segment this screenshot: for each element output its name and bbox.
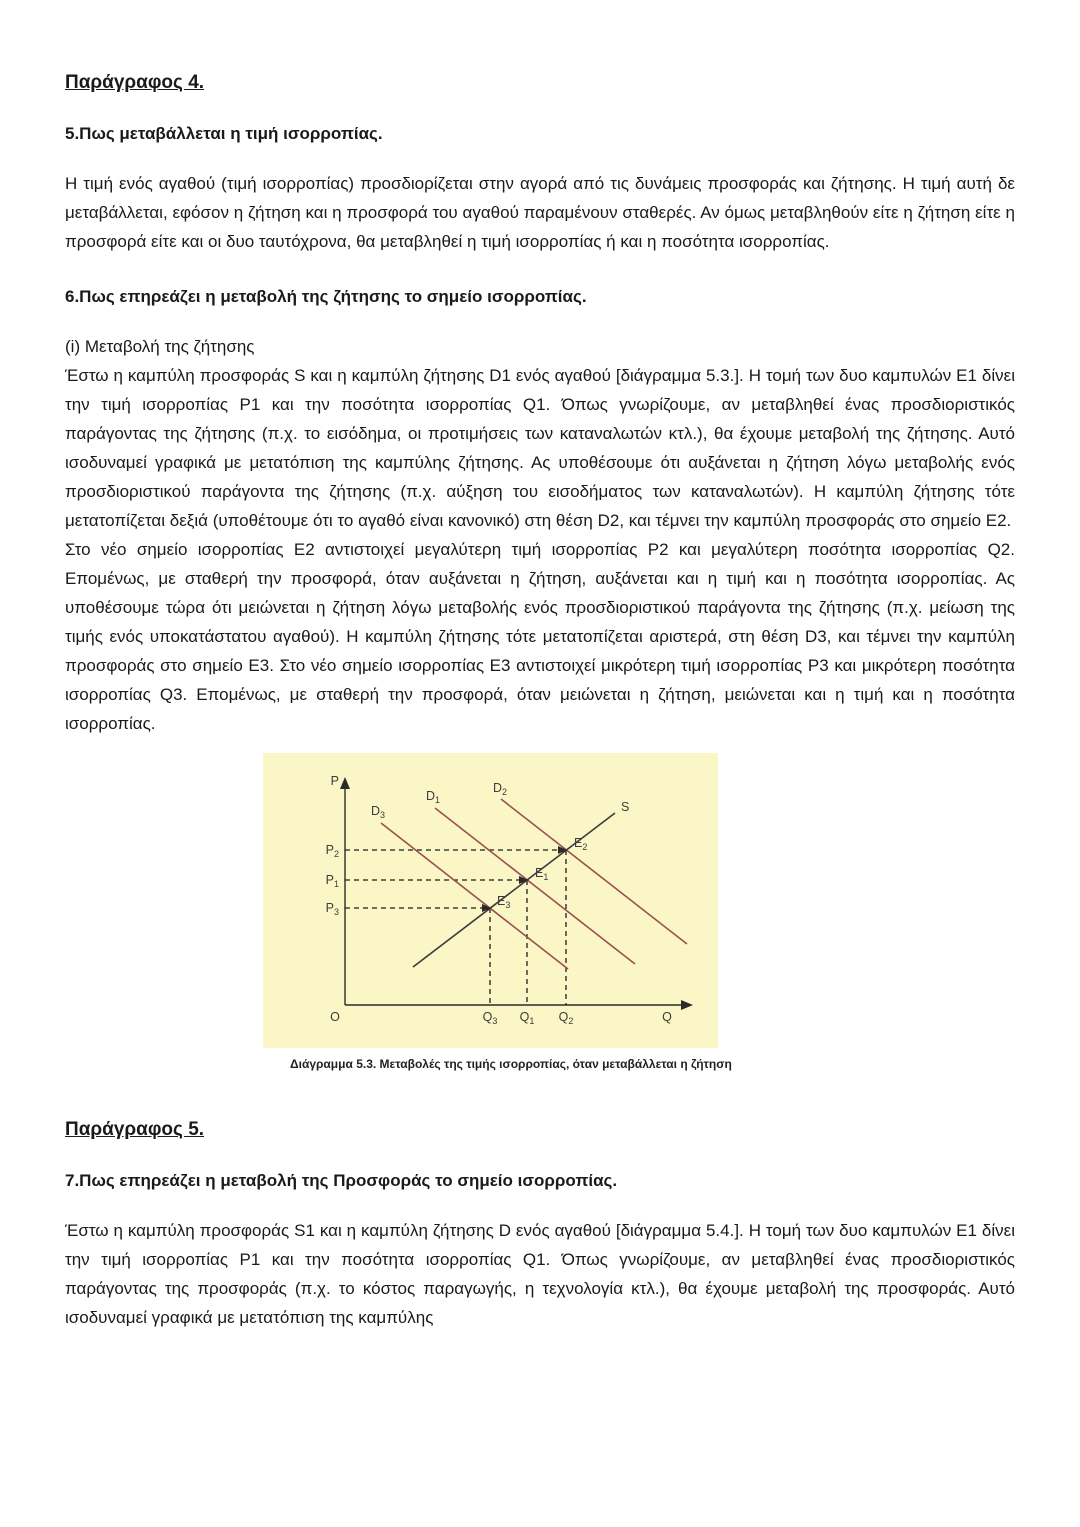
price-tick-p3: $P_3$: [325, 901, 339, 917]
quantity-tick-q1: $Q_1$: [519, 1010, 535, 1026]
quantity-tick-q3: $Q_3$: [482, 1010, 498, 1026]
origin-label: O: [330, 1010, 340, 1024]
equilibrium-diagram: [263, 753, 718, 1048]
quantity-axis-label: Q: [662, 1010, 672, 1024]
heading-question-7: 7.Πως επηρεάζει η μεταβολή της Προσφοράς το σημείο ισορροπίας.: [65, 1171, 618, 1190]
equilibrium-label-e1: $E_1$: [535, 866, 549, 882]
equilibrium-label-e3: $E_3$: [497, 894, 511, 910]
heading-question-5: 5.Πως μεταβάλλεται η τιμή ισορροπίας.: [65, 124, 383, 143]
section-title-paragraph-4: Παράγραφος 4.: [65, 72, 205, 93]
paragraph-question-5: Η τιμή ενός αγαθού (τιμή ισορροπίας) προσδιορίζεται στην αγορά από τις δυνάμεις προσφοράς και ζήτησης. Η τιμή αυτή δε μεταβάλλεται, εφόσον η ζήτηση και η προσφορά του αγαθού παραμένουν σταθερές. Αν όμως μεταβληθούν είτε η ζήτηση είτε η προσφορά είτε και οι δυο ταυτόχρονα, θα μεταβληθεί η τιμή ισορροπίας ή και η ποσότητα ισορροπίας.: [65, 174, 1015, 251]
diagram-caption: Διάγραμμα 5.3. Μεταβολές της τιμής ισορροπίας, όταν μεταβάλλεται η ζήτηση: [290, 1057, 732, 1071]
heading-question-6: 6.Πως επηρεάζει η μεταβολή της ζήτησης το σημείο ισορροπίας.: [65, 287, 587, 306]
quantity-tick-q2: $Q_2$: [558, 1010, 574, 1026]
equilibrium-label-e2: $E_2$: [574, 836, 588, 852]
paragraph-question-6-intro: (i) Μεταβολή της ζήτησης: [65, 337, 255, 356]
price-tick-p1: $P_1$: [325, 873, 339, 889]
paragraph-question-7: Έστω η καμπύλη προσφοράς S1 και η καμπύλη ζήτησης D ενός αγαθού [διάγραμμα 5.4.]. Η τομή των δυο καμπυλών E1 δίνει την τιμή ισορροπίας P1 και την ποσότητα ισορροπίας Q1. Όπως γνωρίζουμε, αν μεταβληθεί ένας προσδιοριστικός παράγοντας της προσφοράς (π.χ. το κόστος παραγωγής, η τεχνολογία κτλ.), θα έχουμε μεταβολή της προσφοράς. Αυτό ισοδυναμεί γραφικά με μετατόπιση της καμπύλης: [65, 1221, 1015, 1327]
supply-demand-chart: [263, 753, 718, 1048]
demand-curve-label-d2: $D_2$: [492, 781, 508, 797]
demand-curve-label-d1: $D_1$: [425, 789, 441, 805]
paragraph-question-6-part1: Έστω η καμπύλη προσφοράς S και η καμπύλη ζήτησης D1 ενός αγαθού [διάγραμμα 5.3.]. Η τομή των δυο καμπυλών E1 δίνει την τιμή ισορροπίας P1 και την ποσότητα ισορροπίας Q1. Όπως γνωρίζουμε, αν μεταβληθεί ένας προσδιοριστικός παράγοντας της ζήτησης (π.χ. το εισόδημα, οι προτιμήσεις των καταναλωτών κτλ.), θα έχουμε μεταβολή της ζήτησης. Αυτό ισοδυναμεί γραφικά με μετατόπιση της καμπύλης ζήτησης. Ας υποθέσουμε ότι αυξάνεται η ζήτηση λόγω μεταβολής ενός προσδιοριστικού παράγοντα της ζήτησης (π.χ. αύξηση του εισοδήματος των καταναλωτών). Η καμπύλη ζήτησης τότε μετατοπίζεται δεξιά (υποθέτουμε ότι το αγαθό είναι κανονικό) στη θέση D2, και τέμνει την καμπύλη προσφοράς στο σημείο E2.: [65, 366, 1015, 530]
price-axis-label: P: [330, 774, 339, 788]
section-title-paragraph-5: Παράγραφος 5.: [65, 1119, 205, 1140]
paragraph-question-6-block: [65, 332, 1015, 738]
paragraph-question-6-part2: Στο νέο σημείο ισορροπίας E2 αντιστοιχεί μεγαλύτερη τιμή ισορροπίας P2 και μεγαλύτερη ποσότητα ισορροπίας Q2. Επομένως, με σταθερή την προσφορά, όταν αυξάνεται η ζήτηση, αυξάνεται και η τιμή και η ποσότητα ισορροπίας. Ας υποθέσουμε τώρα ότι μειώνεται η ζήτηση λόγω μεταβολής ενός προσδιοριστικού παράγοντα της ζήτησης (π.χ. μείωση της τιμής ενός υποκατάστατου αγαθού). Η καμπύλη ζήτησης τότε μετατοπίζεται αριστερά, στη θέση D3, και τέμνει την καμπύλη προσφοράς στο σημείο E3. Στο νέο σημείο ισορροπίας E3 αντιστοιχεί μικρότερη τιμή ισορροπίας P3 και μικρότερη ποσότητα ισορροπίας Q3. Επομένως, με σταθερή την προσφορά, όταν μειώνεται η ζήτηση, μειώνεται και η τιμή και η ποσότητα ισορροπίας.: [65, 540, 1015, 733]
price-tick-p2: $P_2$: [325, 843, 339, 859]
demand-curve-label-d3: $D_3$: [370, 804, 386, 820]
supply-curve-label: S: [621, 800, 630, 814]
